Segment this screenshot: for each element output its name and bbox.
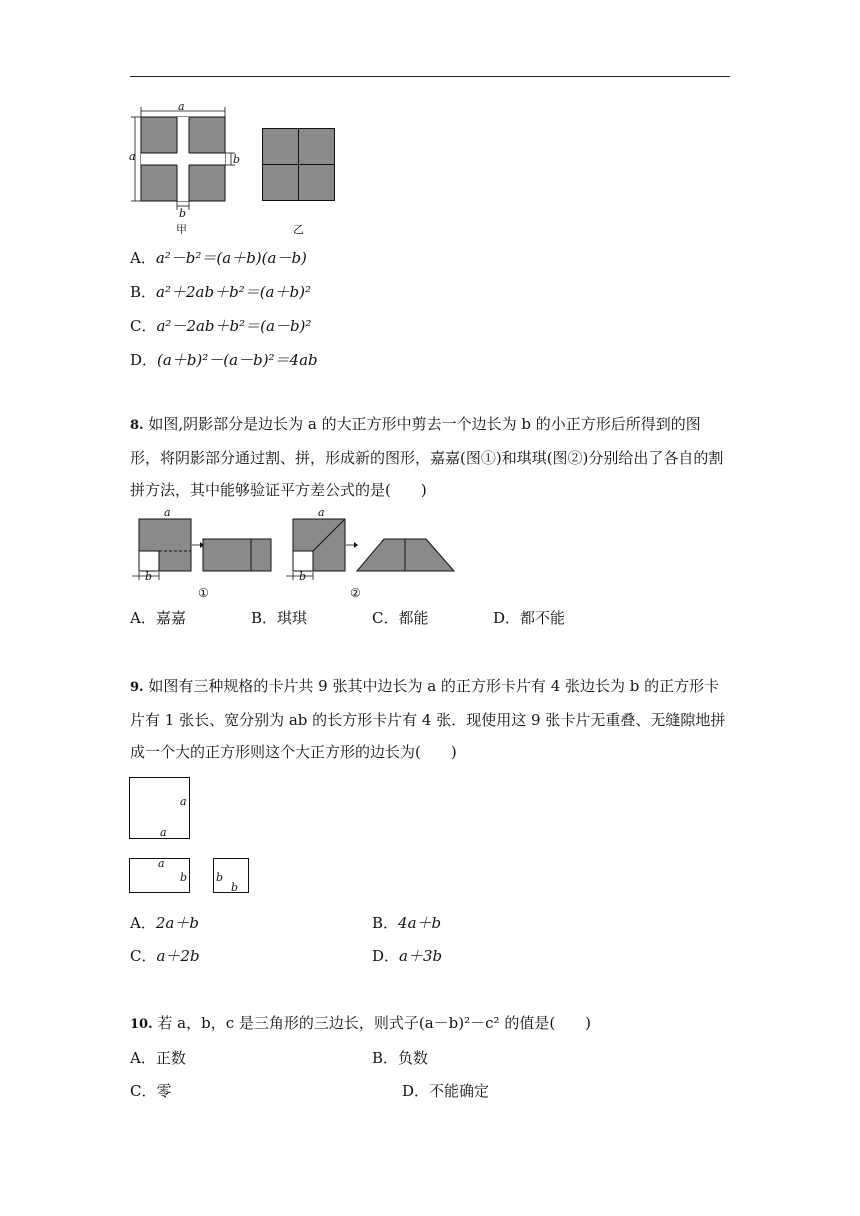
q10-option-c: C．零: [130, 1082, 172, 1100]
q7-option-b: B．a²＋2ab＋b²＝(a＋b)²: [130, 283, 311, 301]
q9-stem: 9. 如图有三种规格的卡片共 9 张其中边长为 a 的正方形卡片有 4 张边长为 b 的正方形卡片有 1 张长、宽分别为 ab 的长方形卡片有 4 张．现使用这 9 张卡片无重叠、无缝隙地拼成一个大的正方形则这个大正方形的边长为( ): [130, 677, 726, 761]
q7-caption-jia: 甲: [176, 223, 187, 236]
q8-option-a: A．嘉嘉: [130, 609, 186, 627]
header-rule: [130, 76, 730, 77]
q7-caption-yi: 乙: [293, 223, 304, 236]
q7-option-a: A．a²－b²＝(a＋b)(a－b): [130, 249, 307, 267]
q8-fig1-label-b: b: [145, 570, 153, 583]
q9-option-b: B．4a＋b: [372, 914, 442, 932]
q8-stem: 8. 如图,阴影部分是边长为 a 的大正方形中剪去一个边长为 b 的小正方形后所得到的图形，将阴影部分通过割、拼，形成新的图形，嘉嘉(图①)和琪琪(图②)分别给出了各自的割拼方法，其中能够验证平方差公式的是( ): [130, 415, 724, 499]
q8-option-b: B．琪琪: [251, 609, 308, 627]
q9-option-c: C．a＋2b: [130, 947, 200, 965]
q7-figure-yi: [262, 128, 336, 202]
q7-option-c: C．a²－2ab＋b²＝(a－b)²: [130, 317, 312, 335]
q10-option-b: B．负数: [372, 1049, 429, 1067]
q9-option-d: D．a＋3b: [372, 947, 443, 965]
q8-fig2-caption: ②: [350, 586, 361, 600]
q7-option-d: D．(a＋b)²－(a－b)²＝4ab: [130, 351, 318, 369]
q10-option-a: A．正数: [130, 1049, 186, 1067]
q10-stem: 10. 若 a，b，c 是三角形的三边长，则式子(a－b)²－c² 的值是( ): [130, 1014, 592, 1032]
q9-card2-label-a: a: [158, 857, 165, 870]
q7-label-a-left: a: [129, 150, 136, 163]
q7-label-b-right: b: [233, 153, 241, 166]
q9-card3-label-b1: b: [216, 871, 224, 884]
q10-option-d: D．不能确定: [402, 1082, 490, 1100]
q8-option-c: C．都能: [372, 609, 429, 627]
q8-figures: [130, 510, 460, 590]
q9-card2-label-b: b: [180, 871, 188, 884]
q8-fig1-label-a: a: [164, 506, 171, 519]
q8-option-d: D．都不能: [493, 609, 566, 627]
q8-fig2-label-a: a: [318, 506, 325, 519]
q8-fig2-label-b: b: [299, 570, 307, 583]
q9-card3-label-b2: b: [231, 881, 239, 894]
q9-option-a: A．2a＋b: [130, 914, 199, 932]
q7-label-b-bottom: b: [179, 207, 187, 220]
q7-figure-jia: [125, 100, 255, 235]
q9-card1-label-side: a: [180, 795, 187, 808]
q9-cards: [128, 776, 258, 896]
q9-card1-label-bottom: a: [160, 826, 167, 839]
q8-fig1-caption: ①: [198, 586, 209, 600]
q7-label-a-top: a: [178, 100, 185, 113]
